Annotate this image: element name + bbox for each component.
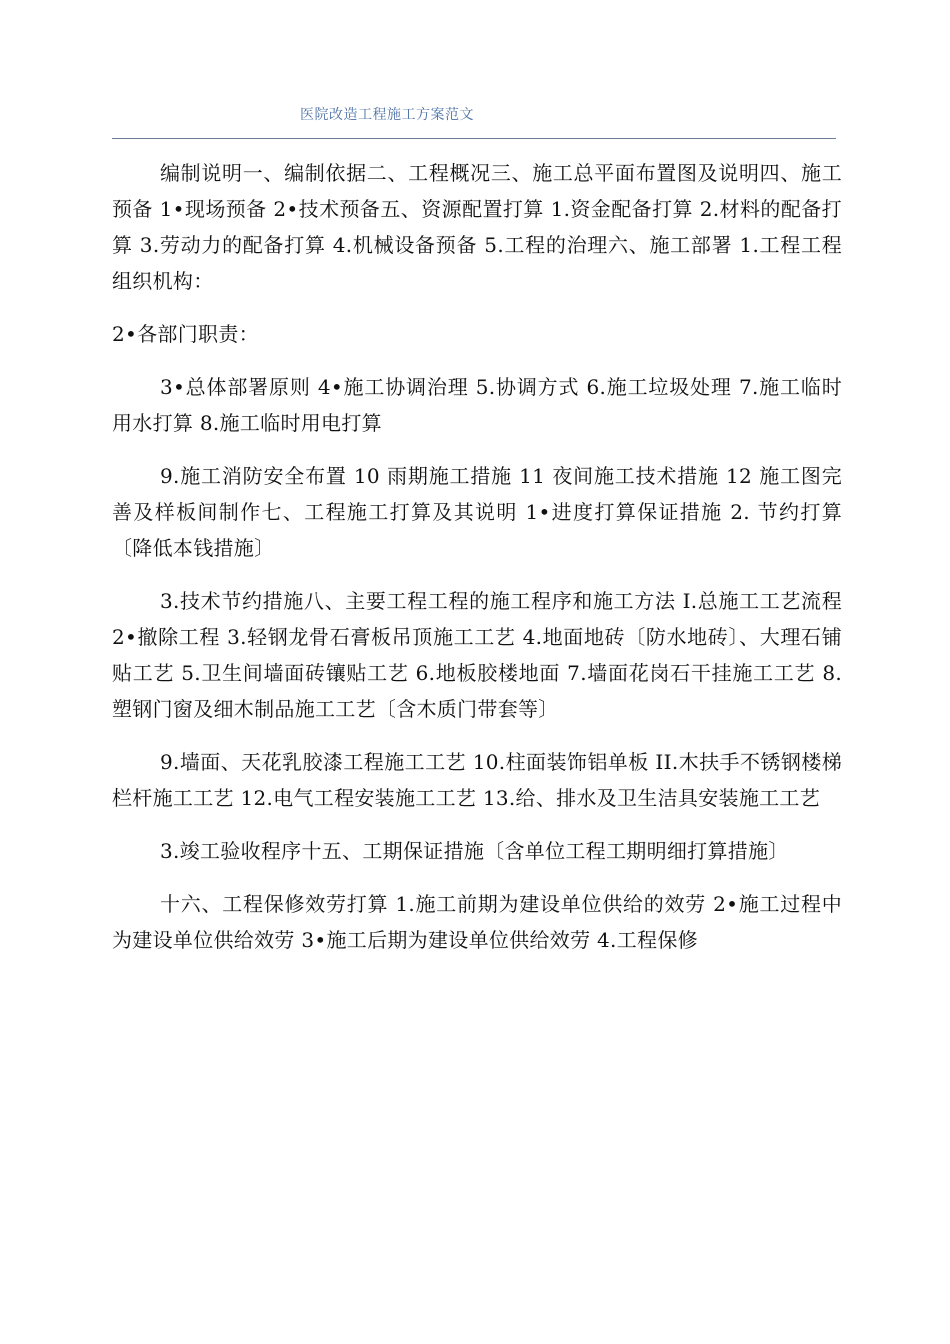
paragraph: 3•总体部署原则 4•施工协调治理 5.协调方式 6.施工垃圾处理 7.施工临时用水打算 8.施工临时用电打算: [112, 375, 842, 435]
paragraph: 十六、工程保修效劳打算 1.施工前期为建设单位供给的效劳 2•施工过程中为建设单位供给效劳 3•施工后期为建设单位供给效劳 4.工程保修: [112, 892, 842, 952]
paragraph: 9.施工消防安全布置 10 雨期施工措施 11 夜间施工技术措施 12 施工图完善及样板间制作七、工程施工打算及其说明 1•进度打算保证措施 2. 节约打算〔降低本钱措施〕: [112, 464, 842, 560]
paragraph: 9.墙面、天花乳胶漆工程施工工艺 10.柱面装饰铝单板 II.木扶手不锈钢楼梯栏杆施工工艺 12.电气工程安装施工工艺 13.给、排水及卫生洁具安装施工工艺: [112, 750, 842, 810]
document-body: [112, 155, 842, 958]
header-title: 医院改造工程施工方案范文: [300, 107, 474, 123]
paragraph: 2•各部门职责：: [112, 322, 259, 346]
paragraph: 编制说明一、编制依据二、工程概况三、施工总平面布置图及说明四、施工预备 1•现场预备 2•技术预备五、资源配置打算 1.资金配备打算 2.材料的配备打算 3.劳动力的配备打算 4.机械设备预备 5.工程的治理六、施工部署 1.工程工程组织机构：: [112, 161, 842, 293]
header-divider: [112, 138, 836, 139]
paragraph: 3.技术节约措施八、主要工程工程的施工程序和施工方法 I.总施工工艺流程 2•撤除工程 3.轻钢龙骨石膏板吊顶施工工艺 4.地面地砖〔防水地砖〕、大理石铺贴工艺 5.卫生间墙面砖镶贴工艺 6.地板胶楼地面 7.墙面花岗石干挂施工工艺 8.塑钢门窗及细木制品施工工艺〔含木质门带套等〕: [112, 589, 842, 721]
paragraph: 3.竣工验收程序十五、工期保证措施〔含单位工程工期明细打算措施〕: [160, 839, 789, 863]
